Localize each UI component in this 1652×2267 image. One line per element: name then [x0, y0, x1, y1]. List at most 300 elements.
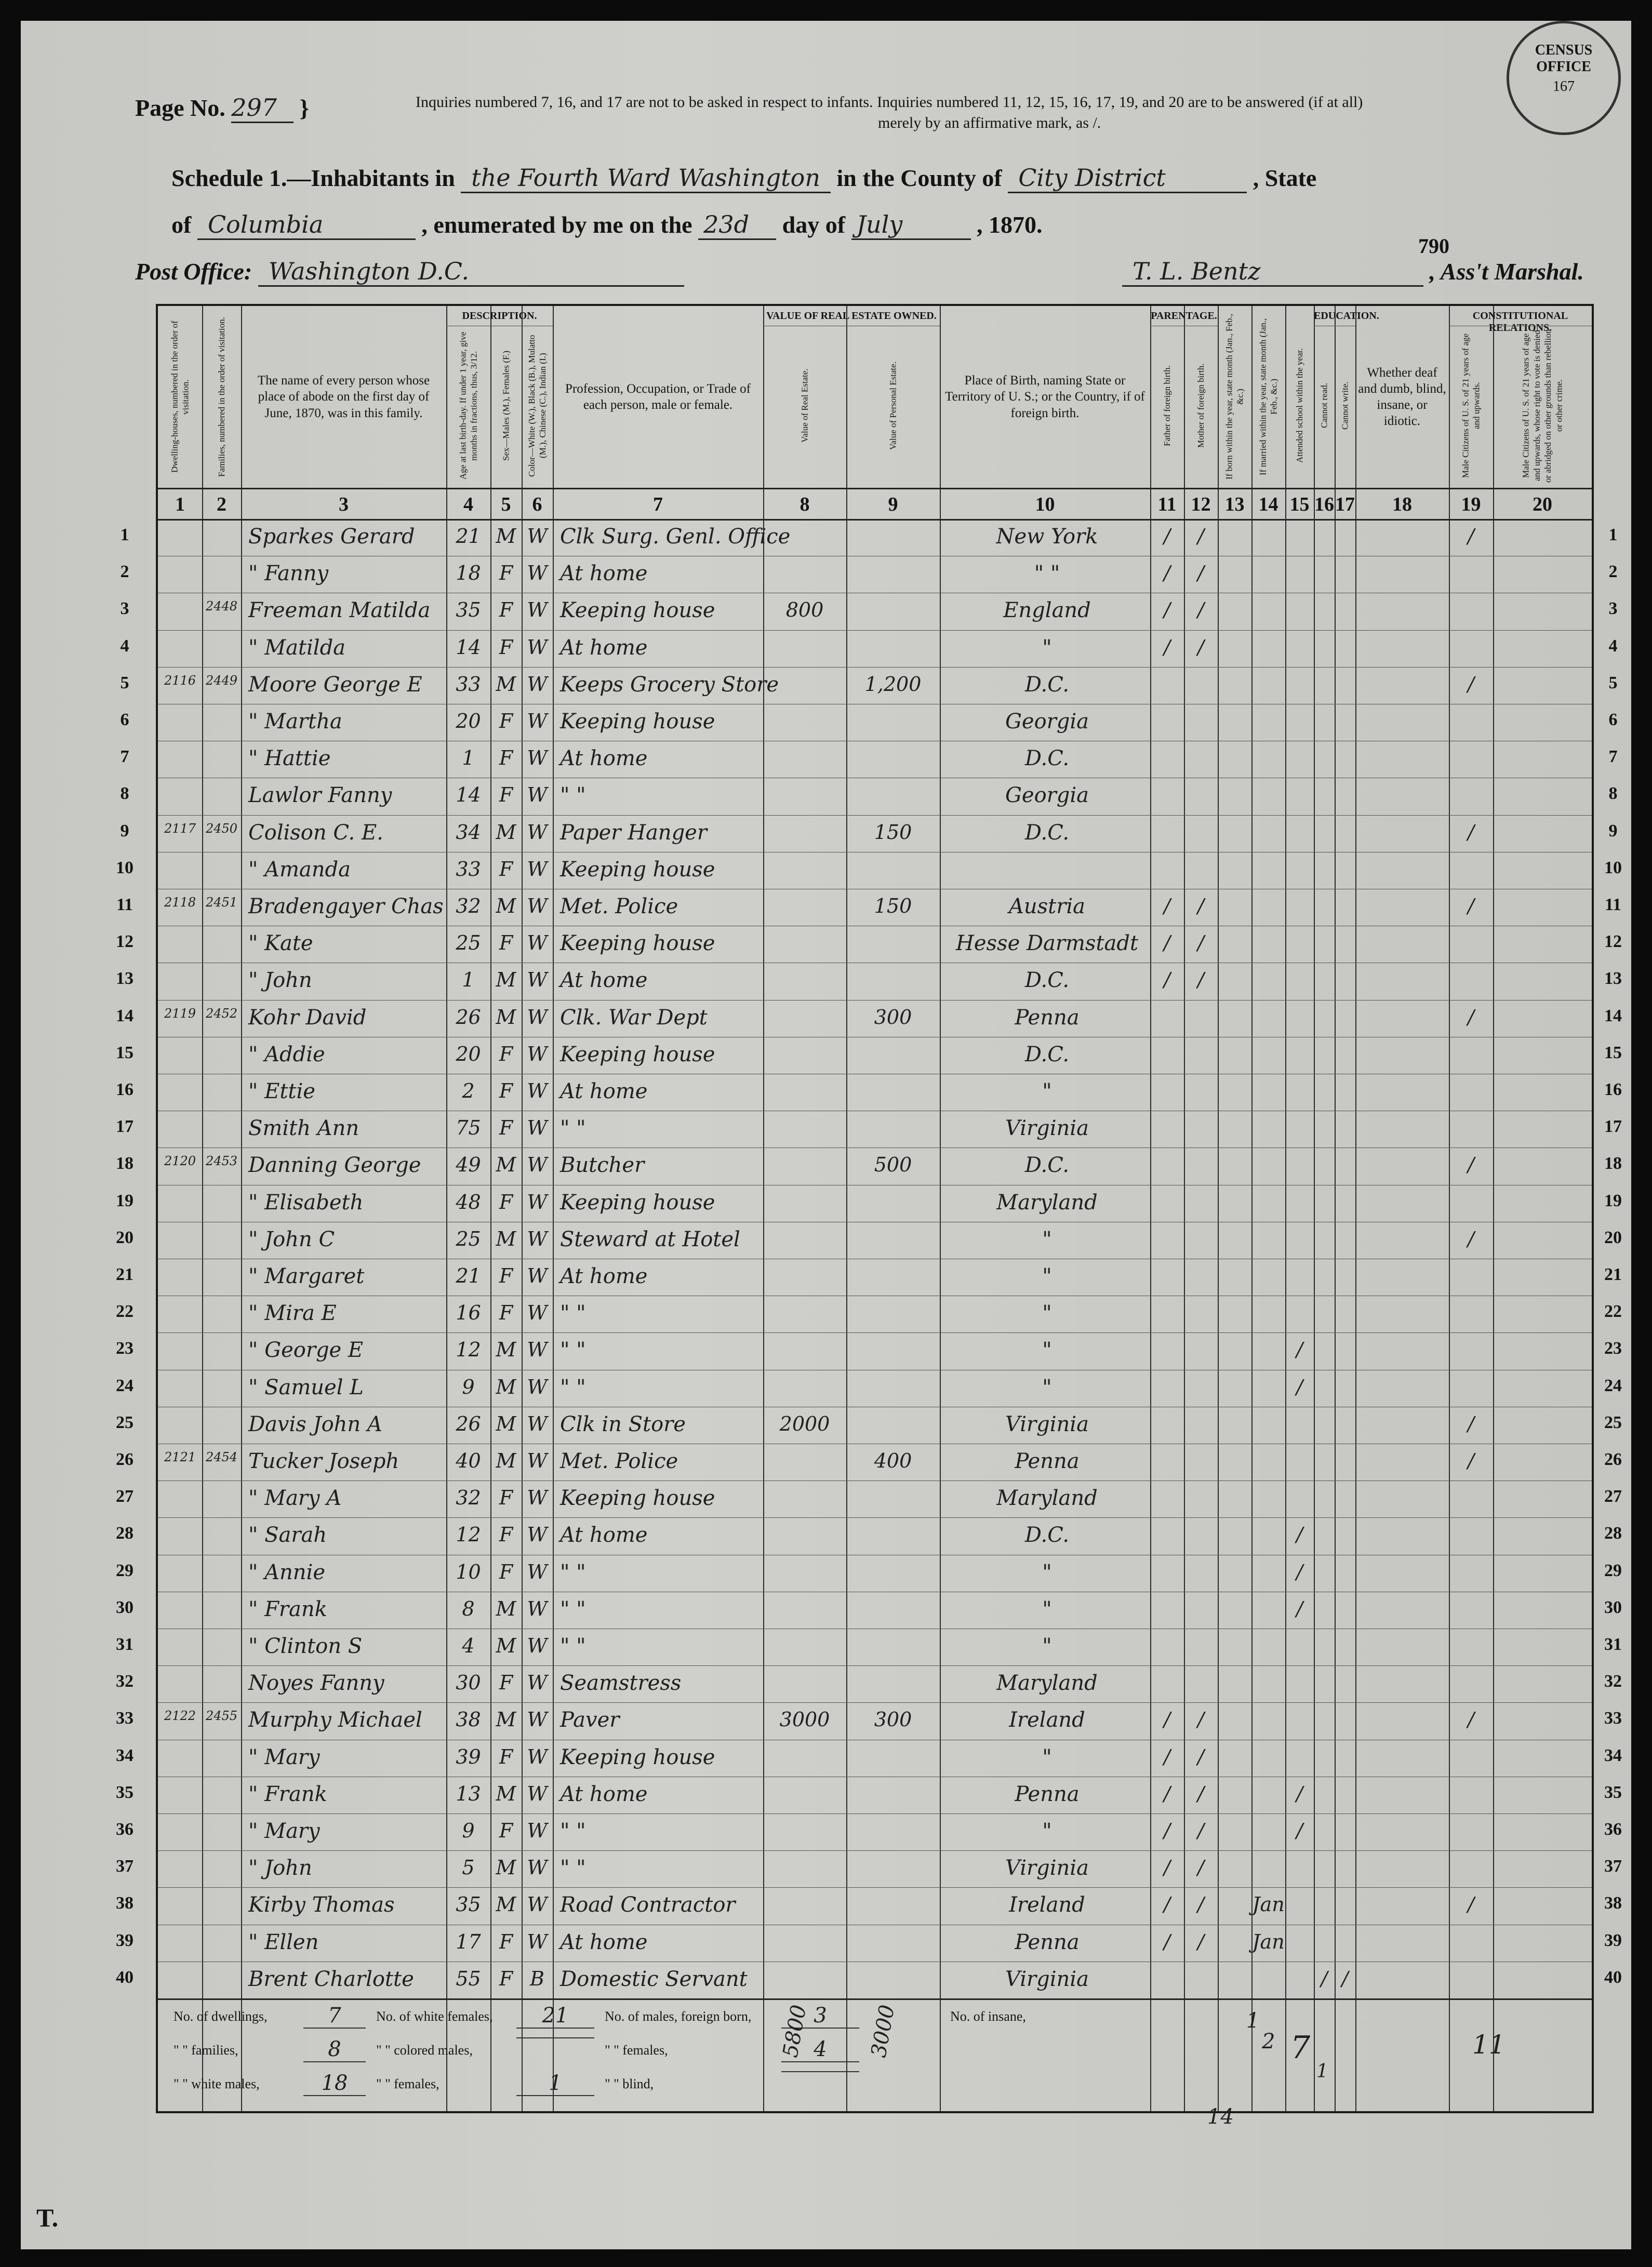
cell-color: W: [527, 746, 548, 770]
cell-age: 13: [456, 1782, 481, 1805]
cell-color: W: [527, 672, 548, 696]
post-office-label: Post Office:: [135, 258, 252, 285]
cell-color: W: [527, 1893, 548, 1916]
column-header-16: Cannot read.: [1319, 383, 1329, 429]
row-number-right: 36: [1604, 1820, 1622, 1839]
cell-c15: /: [1296, 1597, 1303, 1620]
cell-age: 30: [456, 1671, 481, 1695]
column-header-17: Cannot write.: [1340, 381, 1350, 430]
cell-name: Colison C. E.: [248, 820, 383, 845]
cell-color: W: [527, 1042, 548, 1065]
cell-c14: Jan: [1252, 1893, 1285, 1916]
cell-occ: At home: [560, 746, 648, 771]
cell-name: Brent Charlotte: [248, 1967, 414, 1991]
cell-age: 75: [456, 1116, 481, 1140]
cell-c11: /: [1164, 1745, 1170, 1768]
cell-age: 21: [456, 525, 481, 548]
cell-sex: F: [499, 1190, 513, 1213]
cell-name: " John: [248, 968, 312, 993]
cell-birth: Ireland: [1009, 1708, 1085, 1732]
column-number-19: 19: [1461, 494, 1481, 515]
cell-age: 20: [456, 1042, 481, 1065]
summary-label: No. of dwellings,: [174, 2009, 268, 2024]
cell-birth: D.C.: [1024, 968, 1070, 993]
cell-name: " Addie: [248, 1042, 325, 1066]
cell-name: Smith Ann: [248, 1116, 359, 1141]
cell-color: W: [527, 931, 548, 955]
row-number-right: 16: [1604, 1080, 1622, 1099]
cell-c19: /: [1468, 1227, 1474, 1250]
cell-fam: 2448: [205, 599, 238, 614]
row-number-right: 31: [1604, 1635, 1622, 1654]
cell-occ: Paper Hanger: [560, 820, 707, 845]
cell-sex: F: [499, 1745, 513, 1768]
year-label: , 1870.: [977, 211, 1043, 238]
summary-value: [781, 2071, 859, 2072]
cell-color: W: [527, 1523, 548, 1546]
cell-name: " Mary: [248, 1819, 320, 1843]
margin-mark: T.: [36, 2203, 59, 2232]
cell-c12: /: [1197, 895, 1204, 917]
row-number-right: 24: [1604, 1376, 1622, 1395]
row-number-left: 32: [116, 1672, 134, 1691]
cell-sex: M: [496, 1634, 516, 1657]
cell-age: 10: [456, 1560, 481, 1583]
column-header-12: Mother of foreign birth.: [1195, 363, 1206, 448]
cell-pers: 400: [874, 1449, 912, 1472]
cell-c19: /: [1468, 525, 1474, 548]
cell-occ: Steward at Hotel: [560, 1227, 740, 1251]
cell-occ: Met. Police: [560, 895, 678, 918]
row-number-left: 16: [116, 1080, 134, 1099]
cell-age: 32: [456, 895, 481, 917]
census-table: [156, 304, 1594, 2129]
cell-c11: /: [1164, 1930, 1170, 1953]
row-number-left: 33: [116, 1709, 134, 1728]
cell-fam: 2449: [205, 673, 238, 688]
column-number-17: 17: [1335, 494, 1355, 515]
summary-label: " " colored males,: [376, 2043, 473, 2058]
row-number-right: 8: [1608, 784, 1618, 804]
row-number-left: 18: [116, 1154, 134, 1173]
cell-c11: /: [1164, 562, 1170, 585]
colnum-divider: [158, 519, 1592, 521]
cell-name: " Hattie: [248, 746, 331, 771]
cell-occ: Keeping house: [560, 1486, 715, 1511]
cell-c11: /: [1164, 1782, 1170, 1805]
group-header-description: DESCRIPTION.: [462, 310, 537, 322]
cell-name: Moore George E: [248, 672, 422, 697]
column-divider: [1314, 306, 1315, 2111]
row-number-right: 40: [1604, 1967, 1622, 1987]
cell-sex: F: [499, 1523, 513, 1546]
cell-occ: " ": [560, 1597, 586, 1621]
cell-name: " John: [248, 1856, 312, 1881]
cell-birth: D.C.: [1024, 1523, 1070, 1548]
cell-fam: 2455: [205, 1709, 238, 1724]
of-label: of: [171, 211, 192, 238]
row-number-left: 25: [116, 1412, 134, 1432]
cell-occ: Road Contractor: [560, 1893, 736, 1917]
row-number-left: 38: [116, 1893, 134, 1913]
row-number-right: 39: [1604, 1930, 1622, 1950]
cell-c19: /: [1468, 672, 1474, 696]
row-number-left: 24: [116, 1376, 134, 1395]
row-number-right: 11: [1604, 895, 1622, 914]
cell-occ: Keeping house: [560, 710, 715, 734]
cell-c15: /: [1296, 1819, 1303, 1842]
row-number-right: 30: [1604, 1597, 1622, 1617]
cell-age: 2: [462, 1079, 475, 1102]
row-number-left: 13: [116, 969, 134, 989]
cell-c12: /: [1197, 635, 1204, 659]
tally-col-15: 7: [1290, 2030, 1311, 2066]
cell-birth: ": [1042, 1338, 1052, 1363]
cell-name: Davis John A: [248, 1412, 382, 1436]
row-number-left: 30: [116, 1597, 134, 1617]
cell-c11: /: [1164, 1819, 1170, 1842]
cell-sex: M: [496, 1893, 516, 1916]
cell-name: " John C: [248, 1227, 335, 1251]
cell-color: W: [527, 1412, 548, 1435]
cell-name: Murphy Michael: [248, 1708, 422, 1732]
state-label: , State: [1253, 165, 1317, 191]
column-header-13: If born within the year, state month (Jan., Feb., &c.): [1224, 314, 1245, 480]
row-divider: [158, 630, 1592, 631]
cell-age: 33: [456, 857, 481, 881]
cell-color: W: [527, 1745, 548, 1768]
row-number-left: 23: [116, 1339, 134, 1358]
cell-name: " Fanny: [248, 562, 329, 586]
cell-sex: F: [499, 857, 513, 881]
cell-occ: Domestic Servant: [560, 1967, 748, 1991]
cell-occ: At home: [560, 1523, 648, 1548]
cell-color: W: [527, 783, 548, 807]
cell-age: 34: [456, 820, 481, 844]
group-header-parentage: PARENTAGE.: [1151, 310, 1217, 322]
cell-sex: F: [499, 562, 513, 585]
summary-label: " " females,: [605, 2043, 668, 2058]
cell-color: W: [527, 1264, 548, 1287]
row-divider: [158, 1813, 1592, 1814]
cell-birth: ": [1042, 1264, 1052, 1288]
cell-age: 25: [456, 1227, 481, 1250]
cell-dw: 2122: [164, 1709, 196, 1724]
row-number-left: 5: [120, 673, 129, 692]
row-number-right: 3: [1608, 599, 1618, 619]
cell-c15: /: [1296, 1782, 1303, 1805]
column-number-2: 2: [217, 494, 227, 515]
cell-real: 800: [785, 598, 824, 622]
column-divider: [241, 306, 242, 2111]
cell-sex: M: [496, 525, 516, 548]
cell-pers: 300: [874, 1005, 912, 1029]
cell-name: " Mira E: [248, 1301, 337, 1326]
cell-sex: M: [496, 1856, 516, 1879]
cell-sex: F: [499, 1264, 513, 1287]
cell-c12: /: [1197, 931, 1204, 955]
cell-sex: M: [496, 1375, 516, 1398]
stamp-text: CENSUS OFFICE: [1535, 42, 1593, 75]
row-number-right: 7: [1608, 747, 1618, 767]
row-number-left: 1: [120, 525, 129, 544]
cell-color: W: [527, 525, 548, 548]
cell-name: Danning George: [248, 1153, 421, 1178]
cell-color: W: [527, 1708, 548, 1731]
row-number-right: 15: [1604, 1043, 1622, 1062]
row-number-left: 7: [120, 747, 129, 767]
summary-divider: [158, 1998, 1592, 2000]
row-number-right: 9: [1608, 821, 1618, 841]
row-number-left: 34: [116, 1745, 134, 1765]
cell-birth: Maryland: [996, 1486, 1098, 1511]
row-divider: [158, 1665, 1592, 1666]
cell-occ: " ": [560, 1301, 586, 1326]
row-number-left: 8: [120, 784, 129, 804]
cell-c12: /: [1197, 1819, 1204, 1842]
cell-color: W: [527, 1930, 548, 1953]
cell-name: " Ettie: [248, 1079, 315, 1103]
row-number-left: 17: [116, 1117, 134, 1137]
row-number-right: 6: [1608, 710, 1618, 729]
cell-color: W: [527, 1153, 548, 1177]
marshal-label: , Ass't Marshal.: [1429, 258, 1584, 285]
cell-color: W: [527, 1005, 548, 1029]
cell-birth: Penna: [1015, 1005, 1080, 1030]
summary-label: " " families,: [174, 2043, 238, 2058]
cell-sex: F: [499, 1819, 513, 1842]
summary-label: " " females,: [376, 2076, 439, 2091]
cell-pers: 500: [874, 1153, 912, 1177]
cell-color: W: [527, 1116, 548, 1140]
column-number-13: 13: [1224, 494, 1245, 515]
cell-age: 39: [456, 1745, 481, 1768]
cell-c11: /: [1164, 1856, 1170, 1879]
cell-birth: Penna: [1015, 1449, 1080, 1473]
row-number-left: 2: [120, 562, 129, 582]
cell-birth: Georgia: [1005, 783, 1089, 808]
cell-color: W: [527, 1634, 548, 1657]
cell-occ: " ": [560, 1634, 586, 1658]
cell-birth: Virginia: [1005, 1856, 1089, 1881]
cell-sex: M: [496, 1227, 516, 1250]
schedule-label: Schedule 1.—Inhabitants in: [171, 165, 455, 191]
cell-dw: 2117: [164, 821, 196, 836]
row-number-right: 13: [1604, 969, 1622, 989]
cell-sex: F: [499, 1079, 513, 1102]
cell-sex: F: [499, 931, 513, 955]
census-office-stamp: [1507, 21, 1621, 135]
cell-c14: Jan: [1252, 1930, 1285, 1953]
cell-name: Bradengayer Chas: [248, 895, 444, 918]
summary-label: " " white males,: [174, 2076, 260, 2091]
cell-sex: F: [499, 1967, 513, 1990]
total-real-estate: 5800: [778, 2003, 811, 2060]
cell-color: W: [527, 1338, 548, 1362]
column-divider: [202, 306, 203, 2111]
cell-sex: F: [499, 1486, 513, 1510]
cell-occ: At home: [560, 562, 648, 586]
cell-c19: /: [1468, 820, 1474, 844]
column-number-4: 4: [463, 494, 473, 515]
cell-c19: /: [1468, 1708, 1474, 1731]
row-number-right: 12: [1604, 932, 1622, 952]
cell-age: 55: [456, 1967, 481, 1990]
cell-dw: 2119: [164, 1006, 196, 1021]
cell-dw: 2118: [164, 895, 196, 910]
cell-color: W: [527, 895, 548, 917]
inquiry-note-1: Inquiries numbered 7, 16, and 17 are not to be asked in respect to infants. Inquiries numbered 11, 12, 15, 16, 17, 19, and 20 are to be answered (if at all): [416, 94, 1363, 111]
page-number-line: Page No. 297 }: [135, 94, 309, 123]
cell-color: W: [527, 1782, 548, 1805]
cell-color: W: [527, 1560, 548, 1583]
cell-birth: ": [1042, 1301, 1052, 1326]
summary-value: 8: [303, 2037, 366, 2062]
cell-color: W: [527, 1375, 548, 1398]
row-number-left: 12: [116, 932, 134, 952]
cell-color: W: [527, 562, 548, 585]
column-header-20: Male Citizens of U. S. of 21 years of age and upwards, whose right to vote is denied or abridged on other grounds than rebellion or other crime.: [1521, 329, 1564, 483]
column-divider: [846, 306, 847, 2111]
cell-age: 38: [456, 1708, 481, 1731]
cell-occ: Paver: [560, 1708, 620, 1732]
cell-sex: M: [496, 1338, 516, 1362]
column-number-3: 3: [339, 494, 349, 515]
column-number-5: 5: [501, 494, 511, 515]
row-number-right: 14: [1604, 1006, 1622, 1025]
cell-birth: D.C.: [1024, 1042, 1070, 1066]
cell-color: W: [527, 1079, 548, 1102]
cell-name: " Elisabeth: [248, 1190, 364, 1215]
row-number-right: 37: [1604, 1857, 1622, 1876]
cell-c11: /: [1164, 931, 1170, 955]
cell-name: " Ellen: [248, 1930, 319, 1954]
cell-name: Tucker Joseph: [248, 1449, 399, 1473]
row-divider: [158, 1517, 1592, 1518]
column-header-18: Whether deaf and dumb, blind, insane, or idiotic.: [1358, 365, 1446, 429]
column-header-7: Profession, Occupation, or Trade of each person, male or female.: [565, 381, 751, 412]
column-number-10: 10: [1035, 494, 1055, 515]
row-number-left: 39: [116, 1930, 134, 1950]
total-personal-estate: 3000: [867, 2003, 900, 2060]
row-number-right: 22: [1604, 1302, 1622, 1322]
cell-c11: /: [1164, 525, 1170, 548]
cell-occ: Keeping house: [560, 931, 715, 956]
summary-value: 1: [516, 2071, 594, 2096]
cell-dw: 2120: [164, 1154, 196, 1169]
cell-birth: ": [1042, 1597, 1052, 1621]
cell-c12: /: [1197, 1708, 1204, 1731]
column-divider: [1335, 306, 1336, 2111]
row-number-left: 10: [116, 858, 134, 877]
summary-value: 18: [303, 2071, 366, 2096]
cell-birth: Hesse Darmstadt: [955, 931, 1139, 956]
cell-birth: Maryland: [996, 1671, 1098, 1696]
cell-name: " Mary: [248, 1745, 320, 1769]
cell-pers: 300: [874, 1708, 912, 1731]
cell-c19: /: [1468, 1893, 1474, 1916]
cell-c19: /: [1468, 1449, 1474, 1472]
summary-label: No. of males, foreign born,: [605, 2009, 752, 2024]
enumeration-line: [171, 210, 1043, 240]
cell-occ: Butcher: [560, 1153, 645, 1178]
cell-age: 48: [456, 1190, 481, 1213]
cell-c19: /: [1468, 895, 1474, 917]
cell-name: " Frank: [248, 1782, 327, 1806]
row-divider: [158, 1332, 1592, 1333]
cell-c12: /: [1197, 1930, 1204, 1953]
cell-occ: At home: [560, 1930, 648, 1954]
month-value: July: [851, 210, 971, 240]
cell-birth: ": [1042, 1745, 1052, 1769]
cell-occ: Keeping house: [560, 1190, 715, 1215]
cell-age: 9: [462, 1819, 475, 1842]
cell-birth: ": [1042, 1227, 1052, 1251]
row-divider: [158, 1887, 1592, 1888]
cell-c11: /: [1164, 1708, 1170, 1731]
cell-occ: Clk in Store: [560, 1412, 686, 1436]
row-number-left: 36: [116, 1820, 134, 1839]
column-header-6: Color—White (W.), Black (B.), Mulatto (M.), Chinese (C.), Indian (I.): [526, 335, 548, 477]
cell-birth: Ireland: [1009, 1893, 1085, 1917]
cell-color: W: [527, 635, 548, 659]
cell-sex: M: [496, 1782, 516, 1805]
cell-birth: Virginia: [1005, 1412, 1089, 1436]
group-header-constitutional: CONSTITUTIONAL RELATIONS.: [1472, 310, 1568, 334]
row-number-left: 15: [116, 1043, 134, 1062]
cell-c11: /: [1164, 895, 1170, 917]
cell-c15: /: [1296, 1560, 1303, 1583]
header-divider: [158, 488, 1592, 489]
row-number-right: 18: [1604, 1154, 1622, 1173]
cell-occ: " ": [560, 1116, 586, 1141]
row-number-right: 29: [1604, 1561, 1622, 1580]
cell-sex: M: [496, 1153, 516, 1177]
cell-birth: Georgia: [1005, 710, 1089, 734]
summary-value: 21: [516, 2004, 594, 2029]
cell-age: 12: [456, 1338, 481, 1362]
row-number-right: 34: [1604, 1745, 1622, 1765]
cell-name: " Sarah: [248, 1523, 327, 1548]
cell-age: 26: [456, 1412, 481, 1435]
cell-name: " Amanda: [248, 857, 351, 882]
cell-age: 33: [456, 672, 481, 696]
cell-occ: At home: [560, 1079, 648, 1103]
row-number-right: 27: [1604, 1487, 1622, 1506]
cell-age: 25: [456, 931, 481, 955]
column-number-16: 16: [1314, 494, 1334, 515]
cell-birth: ": [1042, 1375, 1052, 1399]
cell-sex: F: [499, 1671, 513, 1695]
cell-occ: At home: [560, 1264, 648, 1288]
row-number-left: 37: [116, 1857, 134, 1876]
column-divider: [1251, 306, 1253, 2111]
cell-birth: Austria: [1008, 895, 1085, 918]
cell-sex: M: [496, 672, 516, 696]
row-number-right: 23: [1604, 1339, 1622, 1358]
column-number-1: 1: [175, 494, 185, 515]
cell-birth: ": [1042, 1079, 1052, 1103]
cell-pers: 1,200: [864, 672, 922, 696]
column-number-20: 20: [1533, 494, 1552, 515]
cell-occ: At home: [560, 635, 648, 660]
place-value: the Fourth Ward Washington: [461, 164, 831, 193]
cell-color: W: [527, 1819, 548, 1842]
column-header-2: Families, numbered in the order of visitation.: [216, 317, 227, 477]
column-number-15: 15: [1289, 494, 1310, 515]
cell-sex: M: [496, 968, 516, 992]
cell-birth: ": [1042, 1634, 1052, 1658]
